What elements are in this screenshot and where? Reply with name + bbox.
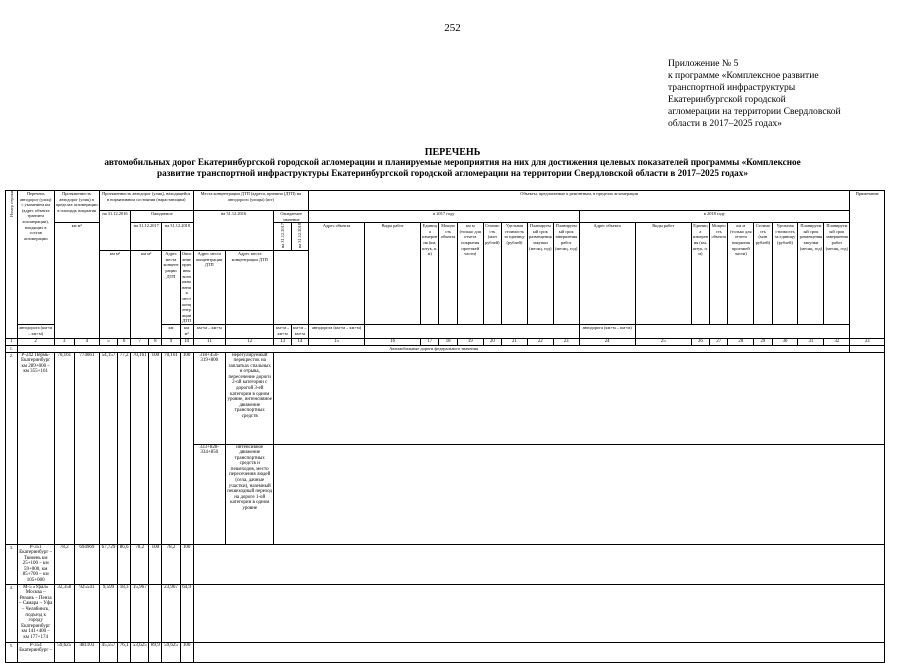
column-number: 18 bbox=[439, 338, 457, 345]
cell-norm-pct: 18,3 bbox=[118, 584, 131, 642]
column-number: 32 bbox=[824, 338, 850, 345]
table-row bbox=[6, 352, 885, 444]
table-row bbox=[6, 642, 885, 662]
col-header-roads: Перечень автодорог (улиц) с указанием км (адрес объекта транзита агломерации), входящих в состав агломерации bbox=[17, 191, 54, 325]
col-header-km-m2: км м² bbox=[54, 223, 99, 339]
column-number: 5 bbox=[99, 338, 117, 345]
road-name: Р-354 Екатеринбург – bbox=[17, 642, 54, 662]
col-header-cost: Стоимость (млн рублей) bbox=[483, 223, 501, 325]
col-header-2017: в 2017 году bbox=[309, 211, 580, 223]
section-row bbox=[6, 345, 885, 352]
col-header-dtp-2017: на 31.12.2017 bbox=[274, 223, 291, 251]
cell-area: 481103 bbox=[75, 642, 100, 662]
col-header-exp-2018: на 31.12.2018 bbox=[162, 223, 193, 251]
col-header-obj-addr-2018: Адрес объекта bbox=[579, 223, 635, 325]
roads-table bbox=[5, 190, 885, 663]
column-number: 20 bbox=[483, 338, 501, 345]
column-number: 11 bbox=[193, 338, 225, 345]
column-number: 33 bbox=[850, 338, 885, 345]
cell-exp2017-km: 78,2 bbox=[131, 544, 149, 584]
column-number: 19 bbox=[457, 338, 483, 345]
column-number: 12 bbox=[225, 338, 274, 345]
column-number: 7 bbox=[131, 338, 149, 345]
cell-norm-pct: 77,2 bbox=[118, 352, 131, 544]
col-header-unit: Единица измерения (км, штук, п. м) bbox=[421, 223, 439, 325]
col-header-plan-finish-2018: Планируемый срок завершения работ (месяц, год) bbox=[824, 223, 850, 325]
cell-exp2017-pct: 100 bbox=[149, 352, 162, 544]
col-header-cost-2018: Стоимость (млн рублей) bbox=[754, 223, 772, 325]
cell-exp2018-pct: 100 bbox=[180, 544, 193, 584]
cell-area: 774061 bbox=[75, 352, 100, 544]
column-number: 16 bbox=[365, 338, 421, 345]
appendix-line: к программе «Комплексное развитие bbox=[668, 70, 819, 81]
document-title: ПЕРЕЧЕНЬ bbox=[424, 147, 481, 158]
cell-exp2018-km: 78,2 bbox=[162, 544, 180, 584]
column-number: 15 bbox=[309, 338, 365, 345]
cell-exp2017-pct bbox=[149, 584, 162, 642]
column-number: 27 bbox=[710, 338, 728, 345]
dtp-reason: интенсивное движение транспортных средств и пешеходов, место пересечения людей (села, дачные участки), наземный пешеходный переход на дороге 1-ой категории в одном уровне bbox=[225, 444, 274, 544]
column-number: 2 bbox=[17, 338, 54, 345]
col-header-plan-dates-2018: Планируемый срок размещения закупки (месяц, год) bbox=[798, 223, 824, 325]
col-header-road-km-2017: автодорога (км+м – км+м) bbox=[309, 324, 365, 338]
road-name: М-5 «Урал» Москва – Рязань – Пенза – Самара – Уфа – Челябинск, подъезд к городу Екатеринбург км 141+400 – км 177+174 bbox=[17, 584, 54, 642]
column-number: 17 bbox=[421, 338, 439, 345]
document-subtitle bbox=[0, 157, 905, 179]
appendix-note bbox=[668, 58, 898, 130]
col-header-dtp-2018: на 31.12.2018 bbox=[291, 223, 308, 251]
cell-norm-pct: 76,1 bbox=[118, 642, 131, 662]
col-header-dtp-reason: Описание причины возникновения мест концентрации ДТП bbox=[181, 251, 192, 324]
column-number: 29 bbox=[754, 338, 772, 345]
empty-cells bbox=[274, 352, 885, 444]
cell-exp2017-km: 15,967 bbox=[131, 584, 149, 642]
appendix-line: области в 2017–2025 годах» bbox=[668, 118, 782, 129]
cell-exp2018-pct: 100 bbox=[180, 642, 193, 662]
cell-norm-km: 45,557 bbox=[99, 642, 117, 662]
note-cell bbox=[850, 345, 885, 352]
road-name: Р-242 Пермь-Екатеринбург км 289+000 – км 355+161 bbox=[17, 352, 54, 544]
col-header-power: Мощность объекта bbox=[439, 223, 457, 325]
column-numbers-row bbox=[6, 338, 885, 345]
row-number: 3. bbox=[6, 544, 18, 584]
table-row bbox=[6, 544, 885, 584]
row-number: 2. bbox=[6, 352, 18, 544]
col-header-unit-cost: Удельная стоимость за единицу (рублей) bbox=[501, 223, 527, 325]
column-number: 3 bbox=[54, 338, 74, 345]
empty-cells bbox=[274, 444, 885, 544]
col-header-expected: Ожидаемое bbox=[131, 211, 194, 223]
col-header-plan-finish: Планируемый срок завершения работ (месяц, год) bbox=[553, 223, 579, 325]
col-header-dtp-addr-2017: Адрес места концентрации ДТП bbox=[193, 251, 225, 325]
col-header-km-b: км м² bbox=[180, 324, 193, 338]
cell-exp2017-pct: 100 bbox=[149, 544, 162, 584]
col-header-dtp-reason-b bbox=[225, 324, 274, 338]
subtitle-line-2: развитие транспортной инфраструктуры Екатеринбургской городской агломерации на территории Свердловской области в 2017–2025 годах» bbox=[157, 168, 748, 178]
col-header-dtp: Места концентрации ДТП (адреса, причина (ДТП) на автодороги (улицы) (шт) bbox=[193, 191, 308, 211]
appendix-line: Приложение № 5 bbox=[668, 58, 739, 69]
col-header-obj-addr: Адрес объекта bbox=[309, 223, 365, 325]
col-header-road-km: автодорога (км+м – км+м) bbox=[17, 324, 54, 338]
row-number: 1. bbox=[6, 345, 18, 352]
empty-cells bbox=[193, 584, 884, 642]
col-header-km-total: км м (только для отчета покрытия проезжей части) bbox=[457, 223, 483, 325]
col-header-dtp-expected: Ожидаемое значение bbox=[274, 211, 309, 223]
col-header-road-km-2018: автодорога (км+м – км+м) bbox=[579, 324, 635, 338]
col-header-unit-cost-2018: Удельная стоимость за единицу (рублей) bbox=[772, 223, 798, 325]
column-number: 30 bbox=[772, 338, 798, 345]
column-number: 6 bbox=[118, 338, 131, 345]
col-header-dtp-addr: Адрес места концентрации ДТП bbox=[162, 251, 180, 325]
column-number: 22 bbox=[527, 338, 553, 345]
column-number: 8 bbox=[149, 338, 162, 345]
appendix-line: Екатеринбургской городской bbox=[668, 94, 786, 105]
col-header-dtp-km: км+м – км+м bbox=[193, 324, 225, 338]
empty-cells bbox=[193, 544, 884, 584]
dtp-address: 318+450-319+800 bbox=[193, 352, 225, 444]
road-name: Р-351 Екатеринбург – Тюмень км 25+100 – км 59+000, км 85+700 – км 105+000 bbox=[19, 544, 53, 584]
cell-exp2018-km: 23,967 bbox=[162, 584, 180, 642]
cell-length-km: 70,161 bbox=[54, 352, 74, 544]
col-header-km-m2-b: км м² bbox=[99, 251, 130, 339]
col-header-dtp-km-2018: км+м – км+м bbox=[291, 324, 308, 338]
col-header-note: Примечание bbox=[850, 191, 885, 339]
dtp-reason: нерегулируемый перекресток на заплатках спальных и отрыва, пересечение дороги 2-ой категории с дорогой 3-ей категории в одном уровне, интенсивное движение транспортных средств bbox=[225, 352, 274, 444]
row-number: 5. bbox=[6, 642, 18, 662]
column-number: 25 bbox=[635, 338, 691, 345]
column-number: 28 bbox=[728, 338, 754, 345]
row-number: 4. bbox=[6, 584, 18, 642]
cell-exp2018-pct: 64,9 bbox=[180, 584, 193, 642]
col-header-power-2018: Мощность объекта bbox=[710, 223, 728, 325]
cell-norm-km: 54,157 bbox=[99, 352, 117, 544]
col-header-unit-2018: Единица измерения (км, штук, п. м) bbox=[691, 223, 709, 325]
cell-exp2017-pct: 89,9 bbox=[149, 642, 162, 662]
col-header-objects: Объекты, предлагаемые к ремонтным, в пределах агломерации bbox=[309, 191, 850, 211]
column-number: 10 bbox=[180, 338, 193, 345]
column-number: 31 bbox=[798, 338, 824, 345]
col-header-dtp-addr-2018: Адрес места концентрации ДТП bbox=[225, 251, 274, 325]
col-header-on-date: на 31.12.2016 bbox=[99, 211, 130, 251]
appendix-line: агломерации на территории Свердловской bbox=[668, 106, 841, 117]
col-header-km-m2-c: км м² bbox=[131, 251, 162, 339]
col-header-dtp-on-date: на 31.12.2016 bbox=[193, 211, 274, 251]
column-number: 14 bbox=[291, 338, 308, 345]
cell-exp2017-km: 70,161 bbox=[131, 352, 149, 544]
col-header-work-type-2018: Виды работ bbox=[635, 223, 691, 325]
cell-exp2018-km: 59,625 bbox=[162, 642, 180, 662]
appendix-line: транспортной инфраструктуры bbox=[668, 82, 796, 93]
col-header-num: Номер строки bbox=[6, 191, 18, 339]
col-header-km-a: км bbox=[162, 324, 180, 338]
col-header-normative: Протяженность автодорог (улиц), находящейся в нормативном состоянии (нарастающим) bbox=[99, 191, 193, 211]
col-header-work-type: Виды работ bbox=[365, 223, 421, 325]
col-header-blank-2018 bbox=[635, 324, 850, 338]
column-number: 9 bbox=[162, 338, 180, 345]
cell-length-km: 32,358 bbox=[54, 584, 74, 642]
col-header-exp-2017: на 31.12.2017 bbox=[131, 223, 162, 251]
column-number: 1 bbox=[6, 338, 18, 345]
column-number: 21 bbox=[501, 338, 527, 345]
cell-area: 925541 bbox=[75, 584, 100, 642]
section-title: Автомобильные дороги федерального значения bbox=[17, 345, 850, 352]
column-number: 24 bbox=[579, 338, 635, 345]
cell-exp2017-km: 53,625 bbox=[131, 642, 149, 662]
column-number: 4 bbox=[75, 338, 100, 345]
col-header-blank-2017 bbox=[365, 324, 580, 338]
dtp-address: 333+828-334+850 bbox=[193, 444, 225, 544]
table-row bbox=[6, 584, 885, 642]
cell-area: 694969 bbox=[75, 544, 100, 584]
col-header-plan-dates: Планируемый срок размещения закупки (месяц, год) bbox=[527, 223, 553, 325]
col-header-2018: в 2018 году bbox=[579, 211, 850, 223]
column-number: 13 bbox=[274, 338, 291, 345]
subtitle-line-1: автомобильных дорог Екатеринбургской городской агломерации и планируемые мероприятия на них для достижения целевых показателей программы «Комплексное bbox=[104, 157, 801, 167]
cell-exp2018-km: 70,161 bbox=[162, 352, 180, 544]
column-number: 23 bbox=[553, 338, 579, 345]
col-header-km-total-2018: км м (только для отчета покрытия проезжей части) bbox=[728, 223, 754, 325]
cell-length-km: 78,2 bbox=[54, 544, 74, 584]
cell-length-km: 59,625 bbox=[54, 642, 74, 662]
col-header-length: Протяженность автодорог (улиц) в пределах агломерации в площадь покрытия bbox=[54, 191, 99, 223]
empty-cells bbox=[193, 642, 884, 662]
cell-norm-pct: 86,6 bbox=[118, 544, 131, 584]
column-number: 26 bbox=[691, 338, 709, 345]
page-number: 252 bbox=[444, 22, 461, 34]
cell-norm-km: 67,729 bbox=[99, 544, 117, 584]
cell-norm-km: 9,599 bbox=[99, 584, 117, 642]
cell-exp2018-pct: 100 bbox=[180, 352, 193, 544]
col-header-dtp-km-2017: км+м – км+м bbox=[274, 324, 291, 338]
